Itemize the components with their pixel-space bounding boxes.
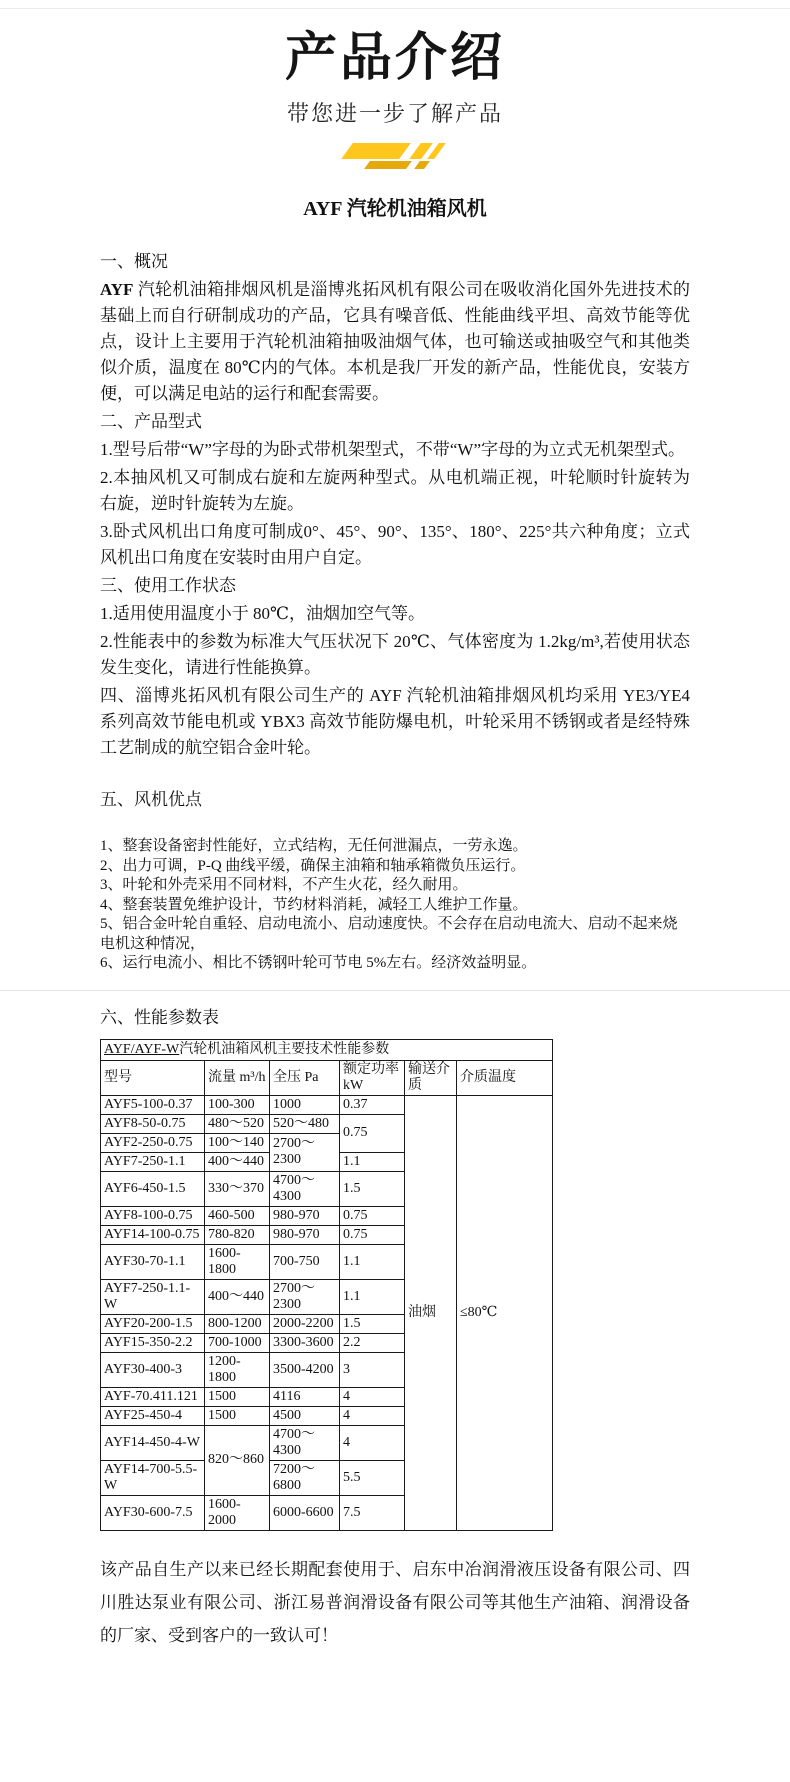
table-header-row (101, 1060, 553, 1095)
cell-flow: 1200-1800 (205, 1352, 270, 1387)
paragraph-condition-2: 2.性能表中的参数为标准大气压状况下 20℃、气体密度为 1.2kg/m³,若使用状态发生变化，请进行性能换算。 (100, 632, 690, 677)
cell-pressure: 700-750 (270, 1244, 340, 1279)
cell-power: 4 (340, 1425, 405, 1460)
document-body (0, 197, 790, 1652)
cell-flow: 100～140 (205, 1133, 270, 1152)
advantages-list (100, 837, 690, 974)
cell-power: 5.5 (340, 1460, 405, 1495)
banner-subtitle: 带您进一步了解产品 (286, 101, 503, 126)
cell-pressure: 7200～6800 (270, 1460, 340, 1495)
cell-pressure: 1000 (270, 1095, 340, 1114)
cell-power: 0.75 (340, 1225, 405, 1244)
cell-flow: 330～370 (205, 1171, 270, 1206)
cell-power: 1.1 (340, 1152, 405, 1171)
cell-flow: 400～440 (205, 1279, 270, 1314)
cell-model: AYF20-200-1.5 (101, 1314, 205, 1333)
cell-medium: 油烟 (405, 1095, 457, 1530)
cell-power: 0.37 (340, 1095, 405, 1114)
ribbon-shadow-slash (414, 161, 430, 169)
table-caption-text: 汽轮机油箱风机主要技术性能参数 (179, 1041, 390, 1057)
cell-flow: 100-300 (205, 1095, 270, 1114)
cell-pressure: 520～480 (270, 1114, 340, 1133)
cell-power: 4 (340, 1387, 405, 1406)
cell-model: AYF14-700-5.5-W (101, 1460, 205, 1495)
ribbon-bar (341, 143, 411, 159)
cell-flow: 1500 (205, 1406, 270, 1425)
lead-text: AYF (100, 280, 134, 299)
cell-pressure: 980-970 (270, 1206, 340, 1225)
cell-model: AYF5-100-0.37 (101, 1095, 205, 1114)
cell-temp: ≤80℃ (457, 1095, 553, 1530)
cell-flow: 800-1200 (205, 1314, 270, 1333)
cell-power: 1.5 (340, 1171, 405, 1206)
section-heading-advantages: 五、风机优点 (100, 790, 202, 809)
cell-pressure: 4700～4300 (270, 1425, 340, 1460)
decorative-ribbon-icon (343, 143, 447, 171)
col-header-power: 额定功率kW (340, 1060, 405, 1095)
cell-pressure: 980-970 (270, 1225, 340, 1244)
advantage-item-2: 2、出力可调，P-Q 曲线平缓，确保主油箱和轴承箱微负压运行。 (100, 857, 526, 874)
paragraph-type-1: 1.型号后带“W”字母的为卧式带机架型式，不带“W”字母的为立式无机架型式。 (100, 440, 686, 459)
paragraph-text: 汽轮机油箱排烟风机是淄博兆拓风机有限公司在吸收消化国外先进技术的基础上而自行研制成功的产品，它具有噪音低、性能曲线平坦、高效节能等优点，设计上主要用于汽轮机油箱抽吸油烟气体，也可输送或抽吸空气和其他类似介质，温度在 80℃内的气体。本机是我厂开发的新产品，性能优良，安装方便，可以满足电站的运行和配套需要。 (100, 280, 690, 403)
cell-flow: 820～860 (205, 1425, 270, 1495)
advantage-item-5: 5、铝合金叶轮自重轻、启动电流小、启动速度快。不会存在启动电流大、启动不起来烧电机这种情况， (100, 916, 678, 952)
paragraph-motors: 四、淄博兆拓风机有限公司生产的 AYF 汽轮机油箱排烟风机均采用 YE3/YE4 系列高效节能电机或 YBX3 高效节能防爆电机，叶轮采用不锈钢或者是经特殊工艺制成的航空铝合金叶轮。 (100, 686, 690, 757)
col-header-temp: 介质温度 (457, 1060, 553, 1095)
col-header-flow: 流量 m³/h (205, 1060, 270, 1095)
col-header-model: 型号 (101, 1060, 205, 1095)
cell-power: 3 (340, 1352, 405, 1387)
product-title: AYF 汽轮机油箱风机 (303, 198, 487, 220)
advantage-item-1: 1、整套设备密封性能好，立式结构，无任何泄漏点，一劳永逸。 (100, 838, 528, 854)
cell-model: AYF7-250-1.1-W (101, 1279, 205, 1314)
ribbon-shadow-bar (364, 161, 412, 169)
cell-power: 1.1 (340, 1279, 405, 1314)
cell-power: 1.1 (340, 1244, 405, 1279)
cell-flow: 1500 (205, 1387, 270, 1406)
cell-model: AYF14-450-4-W (101, 1425, 205, 1460)
table-caption-model: AYF/AYF-W (104, 1041, 180, 1057)
cell-flow: 460-500 (205, 1206, 270, 1225)
table-row (101, 1095, 553, 1114)
cell-model: AYF30-600-7.5 (101, 1495, 205, 1530)
cell-model: AYF25-450-4 (101, 1406, 205, 1425)
cell-power: 0.75 (340, 1114, 405, 1152)
paragraph-overview (100, 277, 690, 407)
cell-pressure: 3300-3600 (270, 1333, 340, 1352)
cell-model: AYF30-400-3 (101, 1352, 205, 1387)
table-caption-row (101, 1039, 553, 1060)
paragraph-type-3: 3.卧式风机出口角度可制成0°、45°、90°、135°、180°、225°共六种角度；立式风机出口角度在安装时由用户自定。 (100, 522, 690, 567)
cell-flow: 1600-1800 (205, 1244, 270, 1279)
cell-flow: 1600-2000 (205, 1495, 270, 1530)
cell-pressure: 4700～4300 (270, 1171, 340, 1206)
cell-model: AYF6-450-1.5 (101, 1171, 205, 1206)
advantage-item-6: 6、运行电流小、相比不锈钢叶轮可节电 5%左右。经济效益明显。 (100, 955, 537, 971)
performance-table (100, 1039, 553, 1531)
cell-pressure: 2700～2300 (270, 1279, 340, 1314)
section-heading-types: 二、产品型式 (100, 412, 202, 431)
section-divider (0, 990, 790, 991)
banner (0, 9, 790, 171)
cell-model: AYF7-250-1.1 (101, 1152, 205, 1171)
cell-pressure: 4116 (270, 1387, 340, 1406)
cell-model: AYF8-50-0.75 (101, 1114, 205, 1133)
paragraph-type-2: 2.本抽风机又可制成右旋和左旋两种型式。从电机端正视，叶轮顺时针旋转为右旋，逆时针旋转为左旋。 (100, 468, 690, 513)
advantage-item-4: 4、整套装置免维护设计，节约材料消耗，减轻工人维护工作量。 (100, 896, 528, 913)
section-heading-parameters: 六、性能参数表 (100, 1007, 219, 1027)
cell-pressure: 6000-6600 (270, 1495, 340, 1530)
closing-paragraph: 该产品自生产以来已经长期配套使用于、启东中冶润滑液压设备有限公司、四川胜达泵业有限公司、浙江易普润滑设备有限公司等其他生产油箱、润滑设备的厂家、受到客户的一致认可！ (100, 1559, 690, 1645)
banner-title: 产品介绍 (284, 29, 505, 87)
cell-power: 0.75 (340, 1206, 405, 1225)
cell-power: 2.2 (340, 1333, 405, 1352)
cell-flow: 400～440 (205, 1152, 270, 1171)
cell-flow: 780-820 (205, 1225, 270, 1244)
cell-power: 4 (340, 1406, 405, 1425)
cell-model: AYF30-70-1.1 (101, 1244, 205, 1279)
cell-pressure: 4500 (270, 1406, 340, 1425)
cell-power: 7.5 (340, 1495, 405, 1530)
section-heading-overview: 一、概况 (100, 252, 168, 271)
cell-pressure: 3500-4200 (270, 1352, 340, 1387)
cell-model: AYF-70.411.121 (101, 1387, 205, 1406)
product-intro-page (0, 8, 790, 1782)
cell-flow: 700-1000 (205, 1333, 270, 1352)
cell-power: 1.5 (340, 1314, 405, 1333)
col-header-pressure: 全压 Pa (270, 1060, 340, 1095)
section-heading-conditions: 三、使用工作状态 (100, 576, 236, 595)
col-header-medium: 输送介质 (405, 1060, 457, 1095)
table-caption (101, 1039, 553, 1060)
cell-pressure: 2000-2200 (270, 1314, 340, 1333)
cell-pressure: 2700～2300 (270, 1133, 340, 1171)
advantage-item-3: 3、叶轮和外壳采用不同材料，不产生火花，经久耐用。 (100, 877, 468, 893)
cell-model: AYF2-250-0.75 (101, 1133, 205, 1152)
cell-model: AYF15-350-2.2 (101, 1333, 205, 1352)
paragraph-condition-1: 1.适用使用温度小于 80℃，油烟加空气等。 (100, 604, 426, 623)
cell-model: AYF8-100-0.75 (101, 1206, 205, 1225)
cell-model: AYF14-100-0.75 (101, 1225, 205, 1244)
cell-flow: 480～520 (205, 1114, 270, 1133)
